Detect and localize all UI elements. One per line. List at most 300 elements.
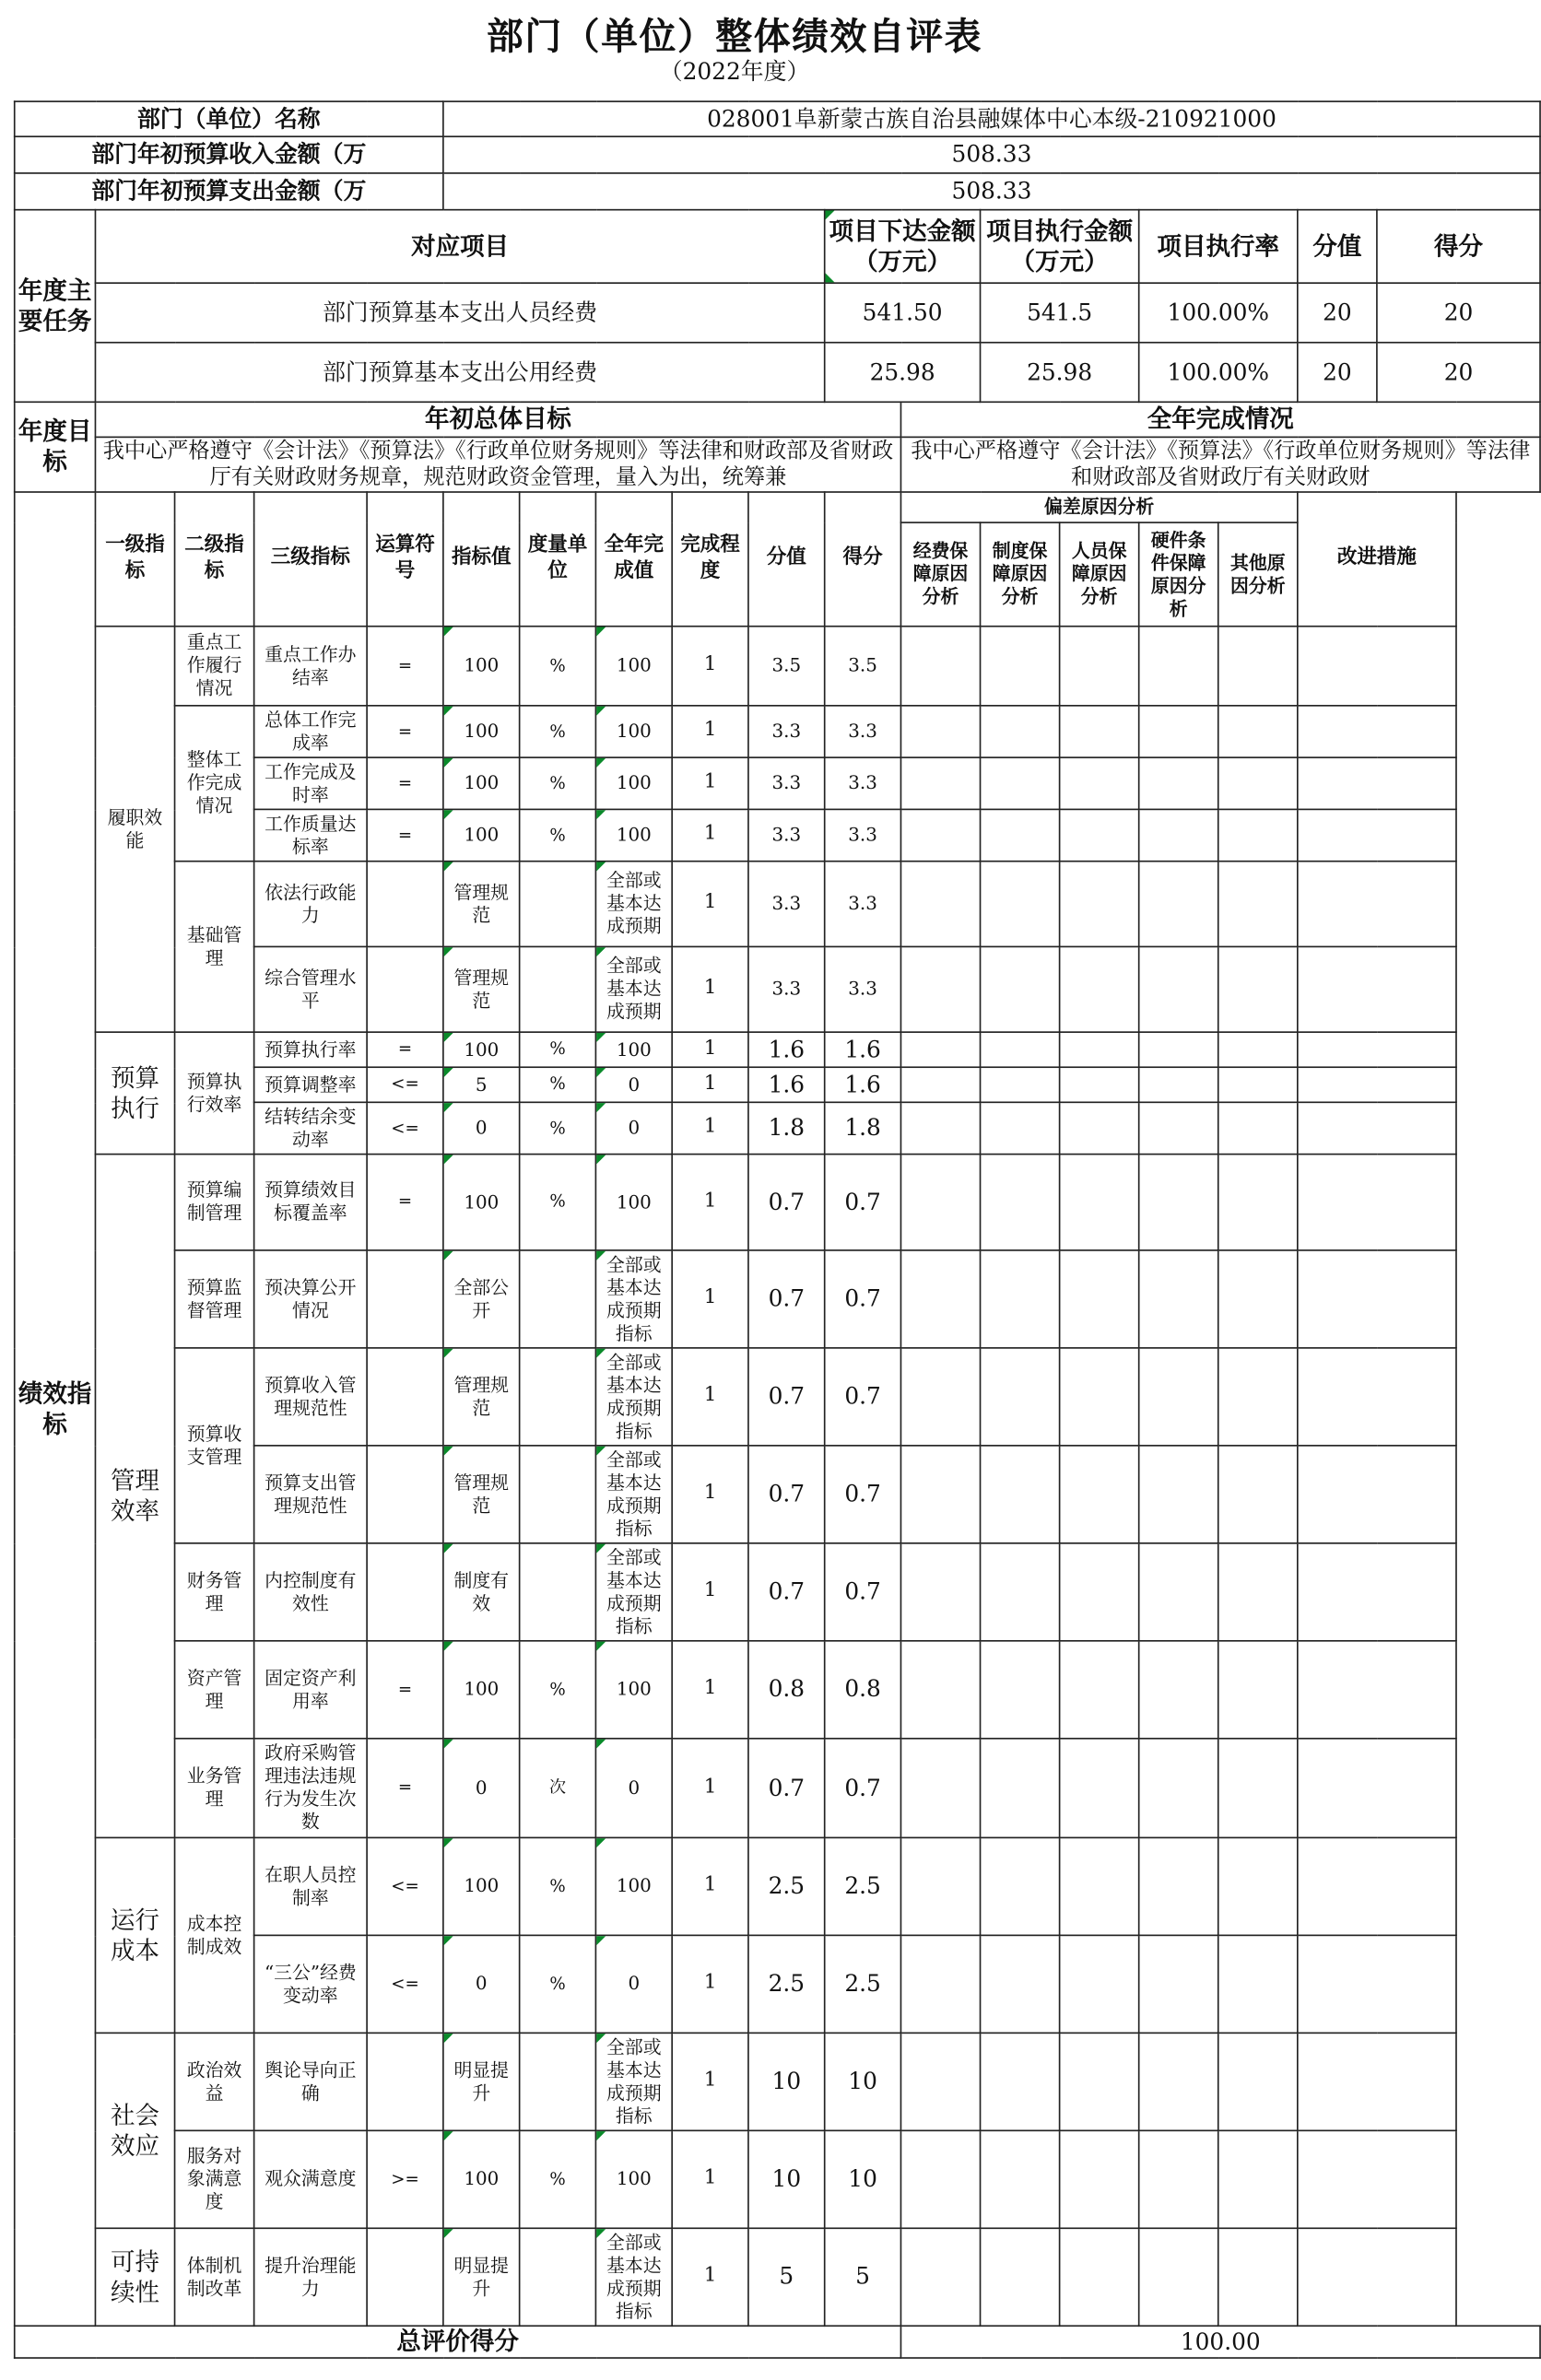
indicator-score-value-text: 1.8: [768, 1113, 806, 1142]
deviation-hardware-cell: [1139, 1935, 1218, 2033]
indicator-degree: [672, 2130, 748, 2228]
indicator-unit: [520, 627, 596, 706]
total-value: 100.00: [900, 2326, 1540, 2358]
improve-cell: [1298, 1102, 1456, 1154]
indicator-score-value-text: 10: [771, 2067, 802, 2095]
deviation-other-cell: [1218, 862, 1298, 947]
indicator-value-text: 100: [464, 1038, 500, 1060]
indicator-actual: [595, 2130, 672, 2228]
indicator-operator-text: <=: [391, 1973, 419, 1994]
improve-cell: [1298, 627, 1456, 706]
indicator-level3: [254, 627, 367, 706]
deviation-hardware-cell: [1139, 1543, 1218, 1641]
indicator-value-text: 管理规范: [453, 1374, 510, 1419]
indicator-actual-text: 0: [628, 1776, 641, 1799]
indicator-degree-text: 1: [703, 891, 717, 915]
deviation-personnel-cell: [1060, 1067, 1139, 1102]
indicator-level3-text: 工作质量达标率: [265, 812, 357, 857]
task-score: 20: [1377, 343, 1540, 403]
deviation-personnel-cell: [1060, 1641, 1139, 1739]
indicator-unit: [520, 1155, 596, 1250]
indicator-degree: [672, 946, 748, 1032]
indicator-score-value: [748, 1067, 825, 1102]
indicator-score-value-text: 3.3: [771, 892, 802, 914]
goals-initial-header: 年初总体目标: [95, 402, 900, 437]
indicator-score-value: [748, 2033, 825, 2130]
indicator-level3-text: 预算执行率: [265, 1038, 357, 1060]
indicator-operator: [367, 1250, 443, 1348]
indicator-actual: [595, 1032, 672, 1067]
indicator-actual: [595, 809, 672, 861]
indicator-operator-text: <=: [391, 1073, 419, 1095]
improve-cell: [1298, 1032, 1456, 1067]
indicator-score-value: [748, 1032, 825, 1067]
indicator-degree-text: 1: [703, 1873, 717, 1897]
deviation-personnel-cell: [1060, 2130, 1139, 2228]
indicator-score-value-text: 3.3: [771, 978, 802, 1000]
indicator-row: [15, 1032, 1540, 1067]
indicator-score-value: [748, 1739, 825, 1838]
indicator-actual: [595, 1739, 672, 1838]
indicator-degree: [672, 2033, 748, 2130]
indicator-score-value-text: 3.3: [771, 771, 802, 794]
indicator-degree-text: 1: [703, 1677, 717, 1701]
indicator-degree-text: 1: [703, 2069, 717, 2093]
indicator-level3: [254, 1446, 367, 1543]
indicator-score-value: [748, 2130, 825, 2228]
deviation-system-cell: [981, 946, 1060, 1032]
ind-header-operator: 运算符号: [367, 492, 443, 627]
indicator-level3-text: 固定资产利用率: [265, 1666, 357, 1711]
indicator-score-text: 1.6: [844, 1035, 881, 1063]
deviation-hardware-cell: [1139, 1837, 1218, 1935]
indicator-actual-text: 全部或基本达成预期指标: [606, 1253, 662, 1343]
indicator-score: [825, 1641, 901, 1739]
indicator-degree: [672, 809, 748, 861]
indicator-level3: [254, 2033, 367, 2130]
indicator-score-value-text: 1.6: [768, 1035, 806, 1063]
indicator-score: [825, 1155, 901, 1250]
deviation-funding-cell: [900, 1032, 980, 1067]
indicator-actual: [595, 1446, 672, 1543]
indicator-value: [443, 2130, 520, 2228]
deviation-personnel-cell: [1060, 1739, 1139, 1838]
indicator-score-text: 2.5: [844, 1871, 881, 1900]
deviation-funding-cell: [900, 1102, 980, 1154]
indicator-level1: 预算执行: [95, 1032, 174, 1154]
deviation-hardware-cell: [1139, 1250, 1218, 1348]
indicator-actual: [595, 706, 672, 757]
indicator-level1: 履职效能: [95, 627, 174, 1032]
goals-initial-text: [95, 437, 900, 492]
income-label: 部门年初预算收入金额（万: [15, 136, 443, 173]
deviation-funding-cell: [900, 627, 980, 706]
indicator-score-value: [748, 1155, 825, 1250]
indicator-value-text: 管理规范: [453, 1471, 510, 1517]
indicator-unit-text: %: [549, 1973, 566, 1994]
deviation-other-cell: [1218, 1935, 1298, 2033]
indicator-degree: [672, 1641, 748, 1739]
indicator-value: [443, 1543, 520, 1641]
indicator-score-text: 0.7: [844, 1284, 881, 1313]
indicator-degree: [672, 757, 748, 809]
deviation-funding-cell: [900, 706, 980, 757]
indicator-operator: [367, 1348, 443, 1446]
indicator-score-value: [748, 1102, 825, 1154]
deviation-other-cell: [1218, 809, 1298, 861]
deviation-system-cell: [981, 1250, 1060, 1348]
deviation-funding-cell: [900, 1935, 980, 2033]
deviation-funding-cell: [900, 946, 980, 1032]
indicator-actual-text: 100: [616, 824, 652, 846]
indicator-level3-text: 结转结余变动率: [265, 1105, 357, 1150]
indicator-level1: 运行成本: [95, 1837, 174, 2033]
indicator-level3: [254, 1935, 367, 2033]
indicator-actual-text: 100: [616, 1038, 652, 1060]
indicator-value-text: 100: [464, 1678, 500, 1700]
indicator-actual-text: 100: [616, 720, 652, 742]
indicator-unit: [520, 1348, 596, 1446]
indicator-degree: [672, 862, 748, 947]
indicator-value-text: 明显提升: [453, 2254, 510, 2299]
task-row: [15, 343, 1540, 403]
indicator-level3-text: 提升治理能力: [265, 2254, 357, 2299]
indicator-operator: [367, 2033, 443, 2130]
improve-cell: [1298, 1446, 1456, 1543]
goals-completion-text-body: 我中心严格遵守《会计法》《预算法》《行政单位财务规则》等法律和财政部及省财政厅有关财政财: [911, 439, 1531, 490]
indicator-operator: [367, 1641, 443, 1739]
task-score-value: 20: [1298, 283, 1377, 343]
indicator-unit: [520, 946, 596, 1032]
task-score: 20: [1377, 283, 1540, 343]
deviation-hardware-cell: [1139, 627, 1218, 706]
indicator-operator: [367, 862, 443, 947]
indicator-level3: [254, 706, 367, 757]
indicator-score-value-text: 0.7: [768, 1188, 806, 1216]
indicator-unit-text: %: [549, 1073, 566, 1095]
indicator-actual-text: 100: [616, 2167, 652, 2190]
indicator-degree-text: 1: [703, 653, 717, 677]
indicator-actual: [595, 757, 672, 809]
indicator-unit: [520, 1837, 596, 1935]
deviation-funding-cell: [900, 2033, 980, 2130]
indicator-score-text: 2.5: [844, 1969, 881, 1998]
dept-name-value: 028001阜新蒙古族自治县融媒体中心本级-210921000: [443, 101, 1540, 136]
indicator-operator: [367, 2228, 443, 2326]
deviation-system-cell: [981, 862, 1060, 947]
dept-name-label: 部门（单位）名称: [15, 101, 443, 136]
improve-cell: [1298, 1250, 1456, 1348]
indicator-score-value: [748, 1446, 825, 1543]
indicator-level2: 资产管理: [175, 1641, 254, 1739]
indicator-score-text: 1.6: [844, 1070, 881, 1098]
indicator-level3-text: 综合管理水平: [265, 966, 357, 1011]
indicator-value-text: 0: [475, 1776, 488, 1799]
indicator-degree: [672, 1837, 748, 1935]
improve-cell: [1298, 1155, 1456, 1250]
deviation-personnel-cell: [1060, 1935, 1139, 2033]
indicator-level3-text: 观众满意度: [265, 2167, 357, 2190]
deviation-system-cell: [981, 2033, 1060, 2130]
indicator-degree: [672, 1155, 748, 1250]
indicator-score: [825, 1935, 901, 2033]
indicator-unit-text: %: [549, 721, 566, 742]
deviation-other-cell: [1218, 1837, 1298, 1935]
indicator-unit-text: %: [549, 825, 566, 845]
indicator-level2: 财务管理: [175, 1543, 254, 1641]
deviation-personnel-cell: [1060, 1837, 1139, 1935]
improve-cell: [1298, 1067, 1456, 1102]
improve-cell: [1298, 946, 1456, 1032]
indicator-score-text: 0.7: [844, 1774, 881, 1801]
indicator-value-text: 100: [464, 720, 500, 742]
indicator-score-value-text: 1.6: [768, 1070, 806, 1098]
indicator-unit: [520, 1935, 596, 2033]
expense-label: 部门年初预算支出金额（万: [15, 173, 443, 210]
indicator-unit: [520, 1641, 596, 1739]
indicator-degree-text: 1: [703, 1286, 717, 1310]
deviation-hardware-cell: [1139, 1102, 1218, 1154]
indicator-actual-text: 全部或基本达成预期: [606, 869, 662, 937]
deviation-system-cell: [981, 2228, 1060, 2326]
indicator-level2: 预算执行效率: [175, 1032, 254, 1154]
deviation-personnel-cell: [1060, 2033, 1139, 2130]
indicator-row: [15, 2228, 1540, 2326]
indicator-degree: [672, 627, 748, 706]
indicator-level3-text: 预算绩效目标覆盖率: [265, 1178, 357, 1224]
improve-cell: [1298, 2228, 1456, 2326]
indicator-row: [15, 2130, 1540, 2228]
indicator-value-text: 0: [475, 1972, 488, 1995]
indicator-unit: [520, 1446, 596, 1543]
task-header-rate: 项目执行率: [1139, 210, 1298, 283]
indicator-score-value: [748, 1935, 825, 2033]
improve-cell: [1298, 809, 1456, 861]
deviation-other-cell: [1218, 1739, 1298, 1838]
deviation-hardware-cell: [1139, 1641, 1218, 1739]
indicator-value-text: 100: [464, 654, 500, 676]
indicator-actual: [595, 1543, 672, 1641]
indicator-row: [15, 706, 1540, 757]
indicator-unit: [520, 2228, 596, 2326]
deviation-funding-cell: [900, 1348, 980, 1446]
indicator-score: [825, 1739, 901, 1838]
indicator-score: [825, 2228, 901, 2326]
indicator-actual-text: 100: [616, 654, 652, 676]
indicator-score: [825, 1543, 901, 1641]
indicator-degree-text: 1: [703, 2264, 717, 2288]
indicator-level3-text: 预决算公开情况: [265, 1276, 357, 1321]
indicator-actual: [595, 1641, 672, 1739]
indicator-actual-text: 100: [616, 1678, 652, 1700]
indicator-score-value: [748, 2228, 825, 2326]
indicator-level3-text: 舆论导向正确: [265, 2058, 357, 2104]
indicator-unit-text: %: [549, 1038, 566, 1060]
indicator-score-value-text: 3.5: [771, 654, 802, 676]
indicator-actual-text: 100: [616, 1190, 652, 1213]
indicator-level2: 基础管理: [175, 862, 254, 1032]
indicator-unit-text: %: [549, 2168, 566, 2189]
indicator-value: [443, 2228, 520, 2326]
deviation-hardware-cell: [1139, 946, 1218, 1032]
deviation-system-cell: [981, 627, 1060, 706]
indicator-score: [825, 2130, 901, 2228]
indicator-unit: [520, 2130, 596, 2228]
task-allocated: 25.98: [825, 343, 981, 403]
indicator-degree-text: 1: [703, 1190, 717, 1213]
deviation-system-cell: [981, 1446, 1060, 1543]
goals-section-label: 年度目标: [15, 402, 96, 492]
indicator-score-value-text: 2.5: [768, 1969, 806, 1998]
indicator-actual-text: 全部或基本达成预期指标: [606, 1546, 662, 1636]
indicator-score: [825, 706, 901, 757]
indicator-level3: [254, 1739, 367, 1838]
deviation-funding-cell: [900, 1155, 980, 1250]
indicator-actual: [595, 946, 672, 1032]
indicator-score-text: 1.8: [844, 1113, 881, 1142]
deviation-funding-cell: [900, 1067, 980, 1102]
deviation-hardware-cell: [1139, 757, 1218, 809]
indicator-operator-text: =: [397, 825, 413, 845]
indicator-score-value: [748, 706, 825, 757]
indicator-score-value-text: 0.7: [768, 1577, 806, 1606]
ind-header-level2: 二级指标: [175, 492, 254, 627]
deviation-other-cell: [1218, 1067, 1298, 1102]
improve-cell: [1298, 2130, 1456, 2228]
indicator-operator: [367, 1837, 443, 1935]
indicator-level3-text: 政府采购管理违法违规行为发生次数: [265, 1741, 357, 1833]
indicator-value: [443, 757, 520, 809]
indicator-degree-text: 1: [703, 1482, 717, 1506]
indicator-operator: [367, 757, 443, 809]
indicator-score: [825, 862, 901, 947]
ind-header-level3: 三级指标: [254, 492, 367, 627]
indicator-unit: [520, 1032, 596, 1067]
indicator-score-text: 10: [848, 2067, 877, 2095]
deviation-system-cell: [981, 1641, 1060, 1739]
indicator-value-text: 100: [464, 1874, 500, 1897]
deviation-other-cell: [1218, 706, 1298, 757]
indicator-level3-text: “三公”经费变动率: [264, 1961, 357, 2006]
deviation-personnel-cell: [1060, 946, 1139, 1032]
deviation-hardware-cell: [1139, 1446, 1218, 1543]
deviation-funding-cell: [900, 1250, 980, 1348]
tasks-section-label: 年度主要任务: [15, 210, 96, 403]
indicator-degree: [672, 1739, 748, 1838]
indicator-degree-text: 1: [703, 1776, 717, 1799]
indicator-value: [443, 1102, 520, 1154]
indicator-score: [825, 1032, 901, 1067]
deviation-hardware-cell: [1139, 1067, 1218, 1102]
indicator-unit: [520, 1250, 596, 1348]
indicator-operator-text: =: [397, 721, 413, 742]
task-rate: 100.00%: [1139, 343, 1298, 403]
indicator-degree-text: 1: [703, 1072, 717, 1096]
indicator-score: [825, 1837, 901, 1935]
indicator-score: [825, 1250, 901, 1348]
indicator-unit: [520, 862, 596, 947]
deviation-other-cell: [1218, 2033, 1298, 2130]
indicator-score-value-text: 0.8: [768, 1675, 806, 1704]
indicator-level2: 服务对象满意度: [175, 2130, 254, 2228]
deviation-hardware-cell: [1139, 1155, 1218, 1250]
indicator-operator-text: =: [397, 1679, 413, 1699]
indicator-row: [15, 1543, 1540, 1641]
indicators-section-label: 绩效指标: [15, 492, 96, 2326]
indicator-value-text: 100: [464, 2167, 500, 2190]
page-title: 部门（单位）整体绩效自评表: [487, 15, 983, 58]
indicator-level3-text: 重点工作办结率: [265, 642, 357, 687]
indicator-operator: [367, 946, 443, 1032]
indicator-value: [443, 946, 520, 1032]
evaluation-table: [14, 100, 1541, 2359]
indicator-actual-text: 全部或基本达成预期指标: [606, 2231, 662, 2322]
indicator-unit: [520, 809, 596, 861]
indicator-actual-text: 0: [628, 1972, 641, 1995]
indicator-score-text: 0.7: [844, 1382, 881, 1411]
deviation-system-cell: [981, 809, 1060, 861]
indicator-score-text: 3.3: [848, 978, 877, 1000]
indicator-score-value: [748, 627, 825, 706]
task-item: 部门预算基本支出公用经费: [95, 343, 824, 403]
indicator-value-text: 100: [464, 824, 500, 846]
deviation-hardware-cell: [1139, 809, 1218, 861]
indicator-level3-text: 工作完成及时率: [265, 760, 357, 805]
improve-cell: [1298, 1348, 1456, 1446]
indicator-operator: [367, 1155, 443, 1250]
indicator-score-value: [748, 862, 825, 947]
indicator-score-value-text: 0.7: [768, 1774, 806, 1801]
indicator-degree: [672, 1250, 748, 1348]
deviation-personnel-cell: [1060, 1032, 1139, 1067]
indicator-actual: [595, 862, 672, 947]
indicator-degree: [672, 1446, 748, 1543]
indicator-operator: [367, 1032, 443, 1067]
indicator-score: [825, 627, 901, 706]
indicator-unit: [520, 1102, 596, 1154]
task-score-value: 20: [1298, 343, 1377, 403]
indicator-score-text: 0.7: [844, 1577, 881, 1606]
indicator-score-value: [748, 1250, 825, 1348]
indicator-value: [443, 809, 520, 861]
ind-header-personnel: 人员保障原因分析: [1060, 522, 1139, 627]
indicator-unit-text: %: [549, 1118, 566, 1138]
indicator-actual: [595, 1102, 672, 1154]
indicator-score: [825, 1067, 901, 1102]
indicator-value-text: 5: [475, 1073, 488, 1096]
indicator-degree: [672, 1935, 748, 2033]
indicator-value-text: 明显提升: [453, 2058, 510, 2104]
indicator-value: [443, 1837, 520, 1935]
indicator-degree-text: 1: [703, 1116, 717, 1139]
income-value: 508.33: [443, 136, 1540, 173]
improve-cell: [1298, 1641, 1456, 1739]
indicator-level2: 预算监督管理: [175, 1250, 254, 1348]
indicator-value-text: 全部公开: [453, 1276, 510, 1321]
indicator-value: [443, 862, 520, 947]
deviation-personnel-cell: [1060, 706, 1139, 757]
improve-cell: [1298, 2033, 1456, 2130]
total-label: 总评价得分: [15, 2326, 901, 2358]
indicator-degree-text: 1: [703, 1037, 717, 1061]
ind-header-score-value: 分值: [748, 492, 825, 627]
indicator-degree-text: 1: [703, 823, 717, 846]
indicator-value: [443, 1348, 520, 1446]
indicator-value: [443, 2033, 520, 2130]
ind-header-other: 其他原因分析: [1218, 522, 1298, 627]
indicator-operator-text: =: [397, 1777, 413, 1798]
deviation-funding-cell: [900, 1446, 980, 1543]
